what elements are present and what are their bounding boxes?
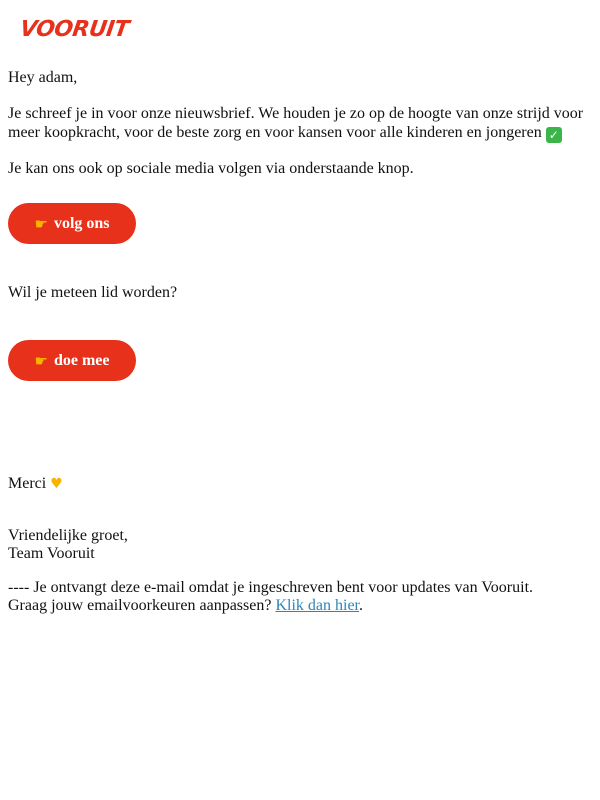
footer-period: . — [359, 597, 363, 614]
closing: Vriendelijke groet, — [8, 527, 128, 544]
follow-us-button[interactable] — [8, 203, 136, 244]
member-question: Wil je meteen lid worden? — [8, 284, 178, 301]
greeting: Hey adam, — [8, 69, 78, 86]
follow-us-button-label: volg ons — [53, 214, 110, 232]
intro-paragraph — [8, 104, 592, 143]
join-button[interactable] — [8, 340, 136, 381]
join-button-label: doe mee — [53, 351, 110, 369]
footer-preferences — [8, 596, 592, 615]
intro-text: Je schreef je in voor onze nieuwsbrief. We houden je zo op de hoogte van onze strijd voor meer koopkracht, voor de beste zorg en voor kansen voor alle kinderen en jongeren — [8, 105, 584, 141]
pointing-hand-icon: ☛ — [34, 351, 48, 370]
footer-notice: ---- Je ontvangt deze e-mail omdat je ingeschreven bent voor updates van Vooruit. — [8, 579, 534, 596]
check-mark-icon: ✓ — [546, 127, 562, 143]
preferences-link[interactable]: Klik dan hier — [275, 597, 359, 614]
vooruit-logo: VOORUIT — [18, 17, 131, 42]
pointing-hand-icon: ☛ — [34, 214, 48, 233]
footer-preferences-text: Graag jouw emailvoorkeuren aanpassen? — [8, 597, 272, 614]
signature: Team Vooruit — [8, 545, 95, 562]
thanks-line — [8, 474, 592, 494]
heart-hands-icon: ♥ — [50, 476, 63, 492]
social-paragraph: Je kan ons ook op sociale media volgen via onderstaande knop. — [8, 160, 414, 177]
thanks-text: Merci — [8, 475, 47, 492]
